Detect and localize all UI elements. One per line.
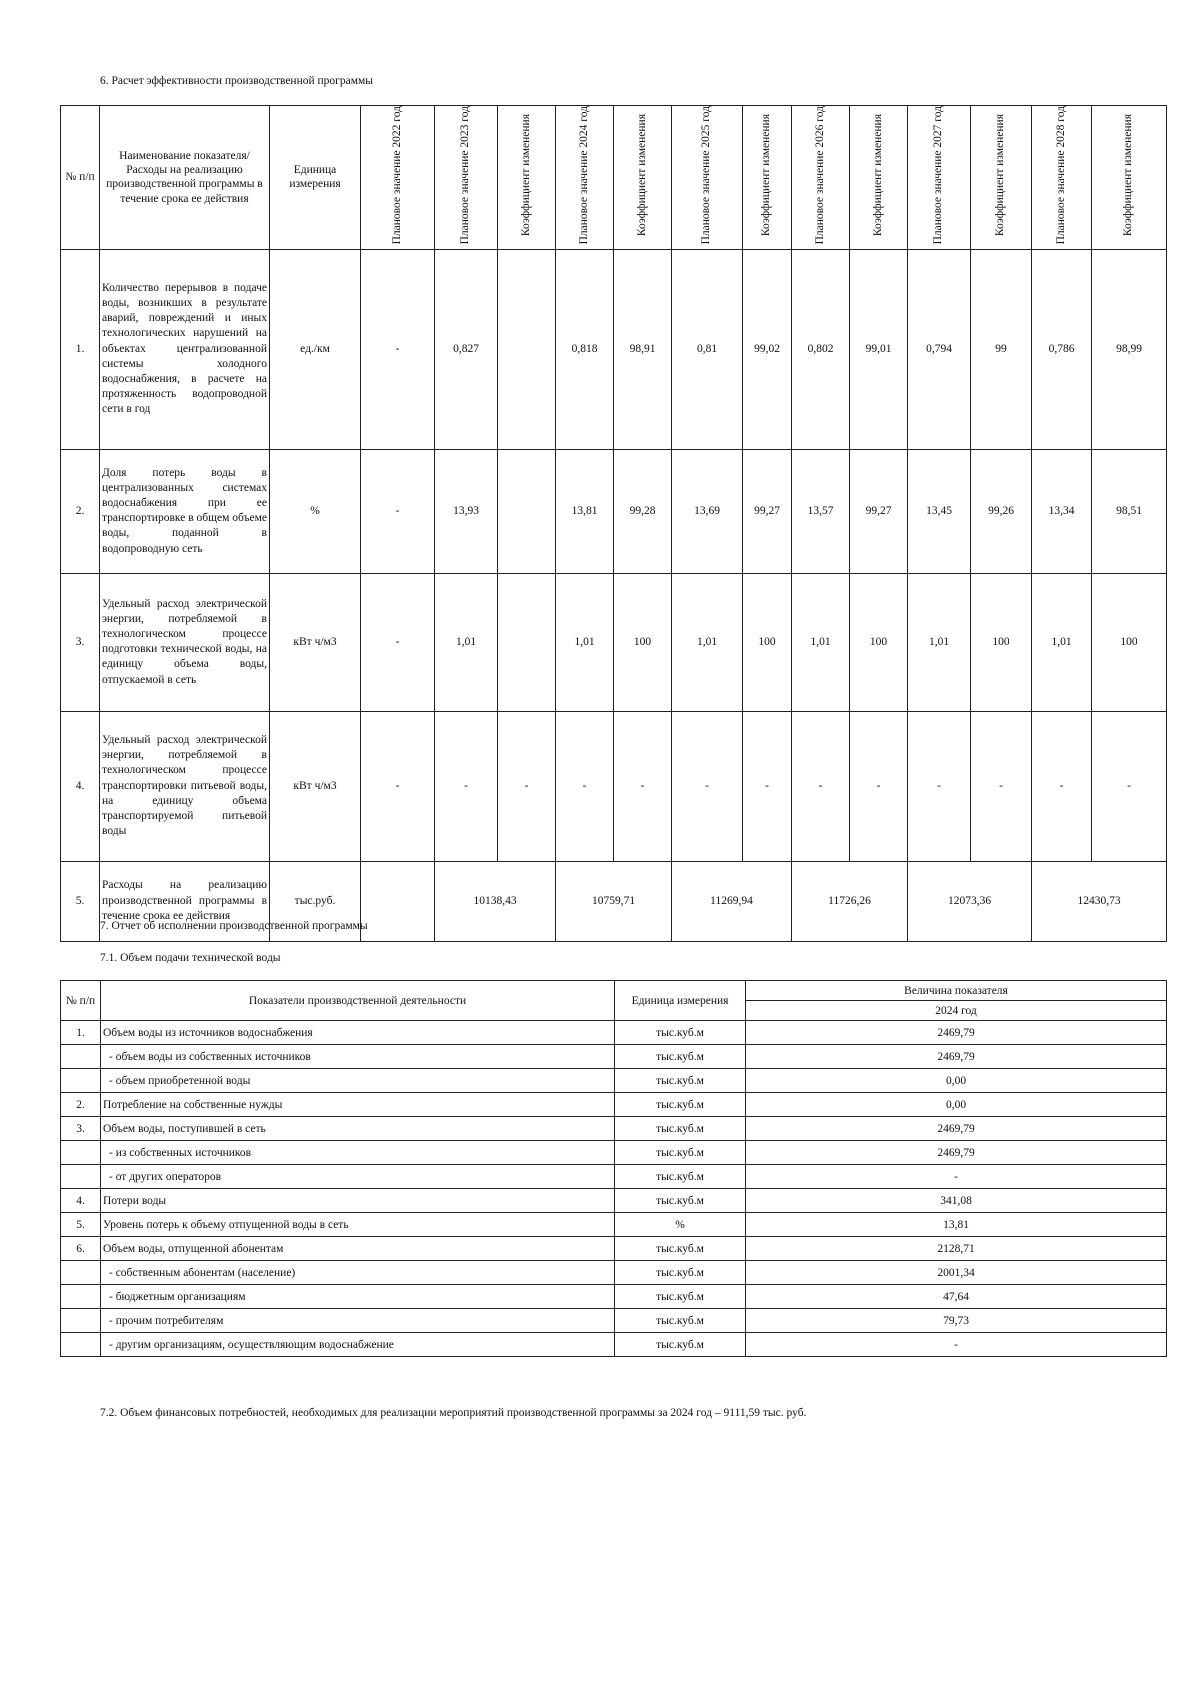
header-value: Величина показателя (746, 981, 1167, 1001)
row-value: 98,51 (1092, 449, 1167, 573)
row-value (498, 249, 556, 449)
table-row (61, 1261, 1167, 1285)
header-col: Коэффициент изменения (971, 106, 1032, 250)
row-unit: кВт ч/м3 (270, 573, 361, 711)
row-num: 3. (61, 573, 100, 711)
row-value: - (361, 573, 435, 711)
row-value: 2128,71 (746, 1237, 1167, 1261)
row-value: 98,99 (1092, 249, 1167, 449)
row-value: 0,802 (792, 249, 850, 449)
row-name: Объем воды, отпущенной абонентам (101, 1237, 615, 1261)
row-value: 0,786 (1032, 249, 1092, 449)
row-value: 13,81 (746, 1213, 1167, 1237)
row-name: Доля потерь воды в централизованных системах водоснабжения при ее транспортировке в общем объеме воды, поданной в водопроводную сеть (100, 449, 270, 573)
row-name: - от других операторов (101, 1165, 615, 1189)
row-num (61, 1285, 101, 1309)
row-unit: тыс.куб.м (615, 1309, 746, 1333)
row-value (498, 573, 556, 711)
header-name: Наименование показателя/Расходы на реализацию производственной программы в течение срока ее действия (100, 106, 270, 250)
row-value (498, 449, 556, 573)
row-value: 100 (614, 573, 672, 711)
row-num: 1. (61, 1021, 101, 1045)
table-row (61, 1117, 1167, 1141)
row-name: - из собственных источников (101, 1141, 615, 1165)
row-unit: тыс.куб.м (615, 1069, 746, 1093)
row-num: 5. (61, 861, 100, 941)
row-value: 99,28 (614, 449, 672, 573)
row-unit: тыс.руб. (270, 861, 361, 941)
section-7-title: 7. Отчет об исполнении производственной программы (100, 920, 368, 932)
row-value: 99,01 (850, 249, 908, 449)
row-unit: тыс.куб.м (615, 1237, 746, 1261)
header-col: Плановое значение 2023 год (435, 106, 498, 250)
row-value: 100 (850, 573, 908, 711)
row-unit: кВт ч/м3 (270, 711, 361, 861)
row-value: 2469,79 (746, 1021, 1167, 1045)
section-6-title: 6. Расчет эффективности производственной программы (100, 75, 374, 87)
header-col: Плановое значение 2025 год (672, 106, 743, 250)
row-name: - другим организациям, осуществляющим водоснабжение (101, 1333, 615, 1357)
row-num (61, 1261, 101, 1285)
row-value: 0,81 (672, 249, 743, 449)
row-num: 6. (61, 1237, 101, 1261)
row-num: 5. (61, 1213, 101, 1237)
row-unit: тыс.куб.м (615, 1141, 746, 1165)
table-row (61, 1309, 1167, 1333)
row-name: - объем приобретенной воды (101, 1069, 615, 1093)
row-num (61, 1333, 101, 1357)
row-unit: тыс.куб.м (615, 1261, 746, 1285)
header-col: Плановое значение 2022 год (361, 106, 435, 250)
row-name: Уровень потерь к объему отпущенной воды в сеть (101, 1213, 615, 1237)
row-unit: % (270, 449, 361, 573)
table-row (61, 449, 1167, 573)
table-row (61, 1069, 1167, 1093)
row-value: - (743, 711, 792, 861)
row-value: - (908, 711, 971, 861)
row-unit: тыс.куб.м (615, 1021, 746, 1045)
header-name: Показатели производственной деятельности (101, 981, 615, 1021)
row-unit: тыс.куб.м (615, 1045, 746, 1069)
row-unit: тыс.куб.м (615, 1189, 746, 1213)
header-col: Плановое значение 2024 год (556, 106, 614, 250)
row-value: - (614, 711, 672, 861)
header-col: Коэффициент изменения (614, 106, 672, 250)
header-col: Плановое значение 2028 год (1032, 106, 1092, 250)
table-row (61, 1093, 1167, 1117)
row-value: 0,818 (556, 249, 614, 449)
row-num: 2. (61, 449, 100, 573)
row-value: - (361, 711, 435, 861)
row-num: 4. (61, 711, 100, 861)
table-row (61, 1021, 1167, 1045)
table-row (61, 249, 1167, 449)
row-value: 100 (971, 573, 1032, 711)
row-value: 0,00 (746, 1069, 1167, 1093)
row-value: 13,93 (435, 449, 498, 573)
row-value: - (1032, 711, 1092, 861)
row-unit: ед./км (270, 249, 361, 449)
row-name: Расходы на реализацию производственной программы в течение срока ее действия (100, 861, 270, 941)
row-value: 341,08 (746, 1189, 1167, 1213)
row-value: - (556, 711, 614, 861)
row-value: 13,45 (908, 449, 971, 573)
row-num (61, 1165, 101, 1189)
row-value: - (361, 249, 435, 449)
header-col: Коэффициент изменения (498, 106, 556, 250)
row-value: 10138,43 (435, 861, 556, 941)
row-value: 1,01 (792, 573, 850, 711)
row-value: 10759,71 (556, 861, 672, 941)
row-value: - (792, 711, 850, 861)
header-num: № п/п (61, 981, 101, 1021)
row-value: - (1092, 711, 1167, 861)
header-year: 2024 год (746, 1001, 1167, 1021)
row-value: 2469,79 (746, 1045, 1167, 1069)
row-num: 3. (61, 1117, 101, 1141)
header-unit: Единица измерения (615, 981, 746, 1021)
row-value: - (850, 711, 908, 861)
row-num: 2. (61, 1093, 101, 1117)
row-value: 98,91 (614, 249, 672, 449)
row-value: 11269,94 (672, 861, 792, 941)
row-value: 12430,73 (1032, 861, 1167, 941)
row-value: 11726,26 (792, 861, 908, 941)
row-value: 79,73 (746, 1309, 1167, 1333)
row-num: 1. (61, 249, 100, 449)
row-value: 99,27 (850, 449, 908, 573)
row-name: Объем воды из источников водоснабжения (101, 1021, 615, 1045)
table-row (61, 1285, 1167, 1309)
row-value: - (746, 1333, 1167, 1357)
row-value: 2469,79 (746, 1117, 1167, 1141)
row-value: 0,00 (746, 1093, 1167, 1117)
row-value: - (498, 711, 556, 861)
header-unit: Единица измерения (270, 106, 361, 250)
row-value: 13,57 (792, 449, 850, 573)
row-value: 0,794 (908, 249, 971, 449)
row-value: 1,01 (556, 573, 614, 711)
row-name: Объем воды, поступившей в сеть (101, 1117, 615, 1141)
efficiency-table (60, 105, 1167, 942)
section-7-2-text: 7.2. Объем финансовых потребностей, необходимых для реализации мероприятий производственной программы за 2024 год – 9111,59 тыс. руб. (100, 1407, 807, 1419)
row-value: - (672, 711, 743, 861)
row-value: 2469,79 (746, 1141, 1167, 1165)
table-row (61, 1045, 1167, 1069)
row-value: 99,26 (971, 449, 1032, 573)
header-col: Коэффициент изменения (743, 106, 792, 250)
row-value: - (971, 711, 1032, 861)
row-value: 99,02 (743, 249, 792, 449)
row-num (61, 1309, 101, 1333)
row-value: - (361, 449, 435, 573)
row-value: - (435, 711, 498, 861)
row-name: - собственным абонентам (население) (101, 1261, 615, 1285)
row-num (61, 1141, 101, 1165)
row-value: 100 (743, 573, 792, 711)
row-num (61, 1069, 101, 1093)
efficiency-table-header (61, 106, 1167, 250)
row-value: 1,01 (435, 573, 498, 711)
row-value: 2001,34 (746, 1261, 1167, 1285)
table-row (61, 1213, 1167, 1237)
row-unit: тыс.куб.м (615, 1285, 746, 1309)
row-name: - объем воды из собственных источников (101, 1045, 615, 1069)
row-name: Потребление на собственные нужды (101, 1093, 615, 1117)
row-unit: тыс.куб.м (615, 1165, 746, 1189)
row-unit: тыс.куб.м (615, 1093, 746, 1117)
row-name: - бюджетным организациям (101, 1285, 615, 1309)
row-value: 47,64 (746, 1285, 1167, 1309)
water-supply-table (60, 980, 1167, 1357)
table-row (61, 1165, 1167, 1189)
table-row (61, 711, 1167, 861)
row-value: 13,34 (1032, 449, 1092, 573)
header-col: Коэффициент изменения (850, 106, 908, 250)
header-col: Плановое значение 2026 год (792, 106, 850, 250)
row-value: 13,81 (556, 449, 614, 573)
row-unit: % (615, 1213, 746, 1237)
row-name: Потери воды (101, 1189, 615, 1213)
header-col: Плановое значение 2027 год (908, 106, 971, 250)
header-num: № п/п (61, 106, 100, 250)
row-value: 1,01 (672, 573, 743, 711)
row-value: 1,01 (1032, 573, 1092, 711)
row-value: - (746, 1165, 1167, 1189)
table-row (61, 573, 1167, 711)
row-value: 99,27 (743, 449, 792, 573)
table-row (61, 1237, 1167, 1261)
row-value: 13,69 (672, 449, 743, 573)
row-num: 4. (61, 1189, 101, 1213)
row-num (61, 1045, 101, 1069)
section-7-1-title: 7.1. Объем подачи технической воды (100, 952, 281, 964)
row-name: - прочим потребителям (101, 1309, 615, 1333)
header-col: Коэффициент изменения (1092, 106, 1167, 250)
table-row (61, 1141, 1167, 1165)
row-value: 0,827 (435, 249, 498, 449)
row-unit: тыс.куб.м (615, 1117, 746, 1141)
row-unit: тыс.куб.м (615, 1333, 746, 1357)
table-row (61, 1333, 1167, 1357)
row-name: Количество перерывов в подаче воды, возникших в результате аварий, повреждений и иных технологических нарушений на объектах централизованной системы холодного водоснабжения, в расчете на протяженность водопроводной сети в год (100, 249, 270, 449)
row-name: Удельный расход электрической энергии, потребляемой в технологическом процессе транспортировки питьевой воды, на единицу объема транспортируемой питьевой воды (100, 711, 270, 861)
table-row (61, 1189, 1167, 1213)
row-value: 12073,36 (908, 861, 1032, 941)
row-value: 100 (1092, 573, 1167, 711)
row-value: 1,01 (908, 573, 971, 711)
row-name: Удельный расход электрической энергии, потребляемой в технологическом процессе подготовки технической воды, на единицу объема воды, отпускаемой в сеть (100, 573, 270, 711)
row-value: 99 (971, 249, 1032, 449)
row-value (361, 861, 435, 941)
